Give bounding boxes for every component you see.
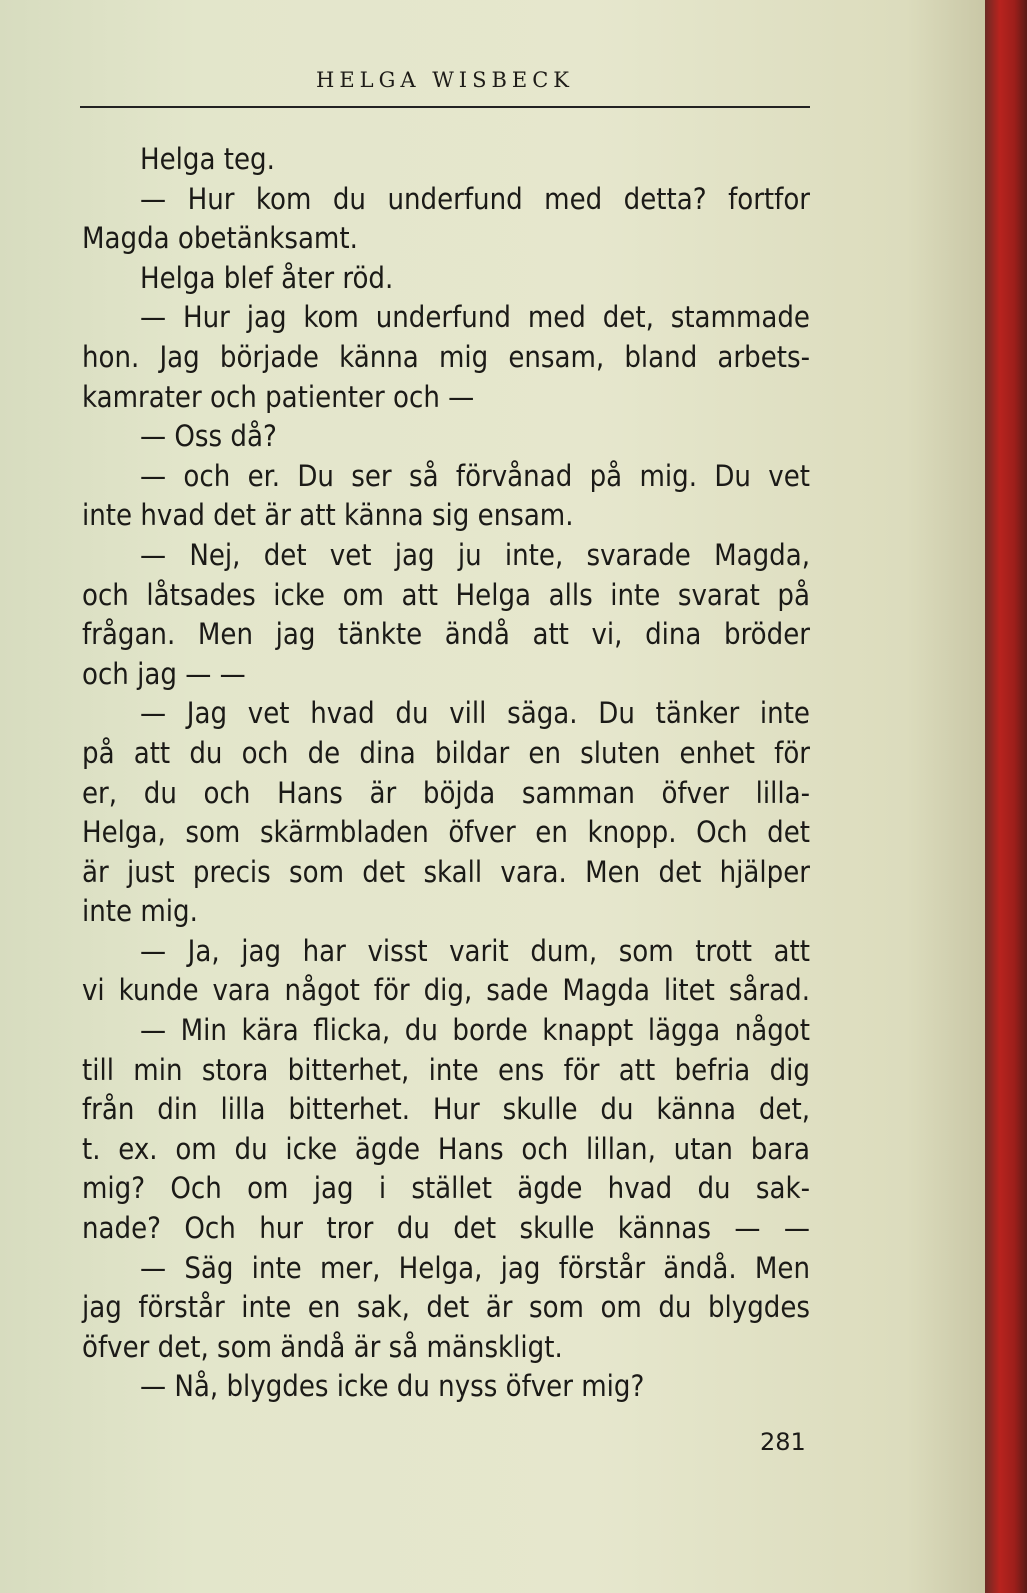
- running-header: HELGA WISBECK: [316, 68, 574, 92]
- text-line: jag förstår inte en sak, det är som om du blygdes: [82, 1290, 810, 1325]
- text-line: Magda obetänksamt.: [82, 221, 358, 256]
- text-line: Helga blef åter röd.: [140, 260, 394, 295]
- text-line: Helga teg.: [140, 142, 275, 176]
- text-line: — Oss då?: [140, 419, 277, 454]
- header-rule: [80, 106, 810, 108]
- body-text: [82, 140, 810, 1407]
- text-line: — Nå, blygdes icke du nyss öfver mig?: [140, 1369, 645, 1404]
- text-line: — Nej, det vet jag ju inte, svarade Magda,: [140, 537, 810, 572]
- text-line: mig? Och om jag i stället ägde hvad du sak-: [82, 1171, 810, 1206]
- page-number: 281: [760, 1428, 806, 1456]
- text-line: och jag — —: [82, 656, 246, 691]
- text-line: kamrater och patienter och —: [82, 379, 475, 414]
- text-line: till min stora bitterhet, inte ens för att befria dig: [82, 1052, 810, 1087]
- text-line: — Ja, jag har visst varit dum, som trott att: [140, 933, 810, 968]
- text-line: — och er. Du ser så förvånad på mig. Du vet: [140, 458, 810, 493]
- text-line: frågan. Men jag tänkte ändå att vi, dina bröder: [82, 617, 810, 652]
- text-line: från din lilla bitterhet. Hur skulle du känna det,: [82, 1092, 810, 1127]
- text-line: — Säg inte mer, Helga, jag förstår ändå. Men: [140, 1250, 810, 1285]
- book-spine-edge: [985, 0, 1027, 1593]
- text-line: på att du och de dina bildar en sluten enhet för: [82, 735, 810, 770]
- text-line: hon. Jag började känna mig ensam, bland arbets-: [82, 339, 810, 374]
- text-line: — Jag vet hvad du vill säga. Du tänker inte: [140, 696, 810, 731]
- text-line: — Hur kom du underfund med detta? fortfor: [140, 181, 810, 216]
- text-line: er, du och Hans är böjda samman öfver lilla-: [82, 775, 810, 810]
- text-line: inte mig.: [82, 894, 198, 929]
- text-line: — Hur jag kom underfund med det, stammade: [140, 300, 810, 335]
- text-line: är just precis som det skall vara. Men det hjälper: [82, 854, 810, 889]
- text-line: vi kunde vara något för dig, sade Magda litet sårad.: [82, 973, 810, 1008]
- text-line: Helga, som skärmbladen öfver en knopp. Och det: [82, 815, 810, 850]
- text-line: och låtsades icke om att Helga alls inte svarat på: [82, 577, 810, 612]
- text-line: nade? Och hur tror du det skulle kännas — —: [82, 1211, 810, 1246]
- text-line: inte hvad det är att känna sig ensam.: [82, 498, 574, 533]
- text-line: öfver det, som ändå är så mänskligt.: [82, 1329, 563, 1364]
- text-line: t. ex. om du icke ägde Hans och lillan, utan bara: [82, 1131, 810, 1166]
- text-line: — Min kära flicka, du borde knappt lägga något: [140, 1013, 810, 1048]
